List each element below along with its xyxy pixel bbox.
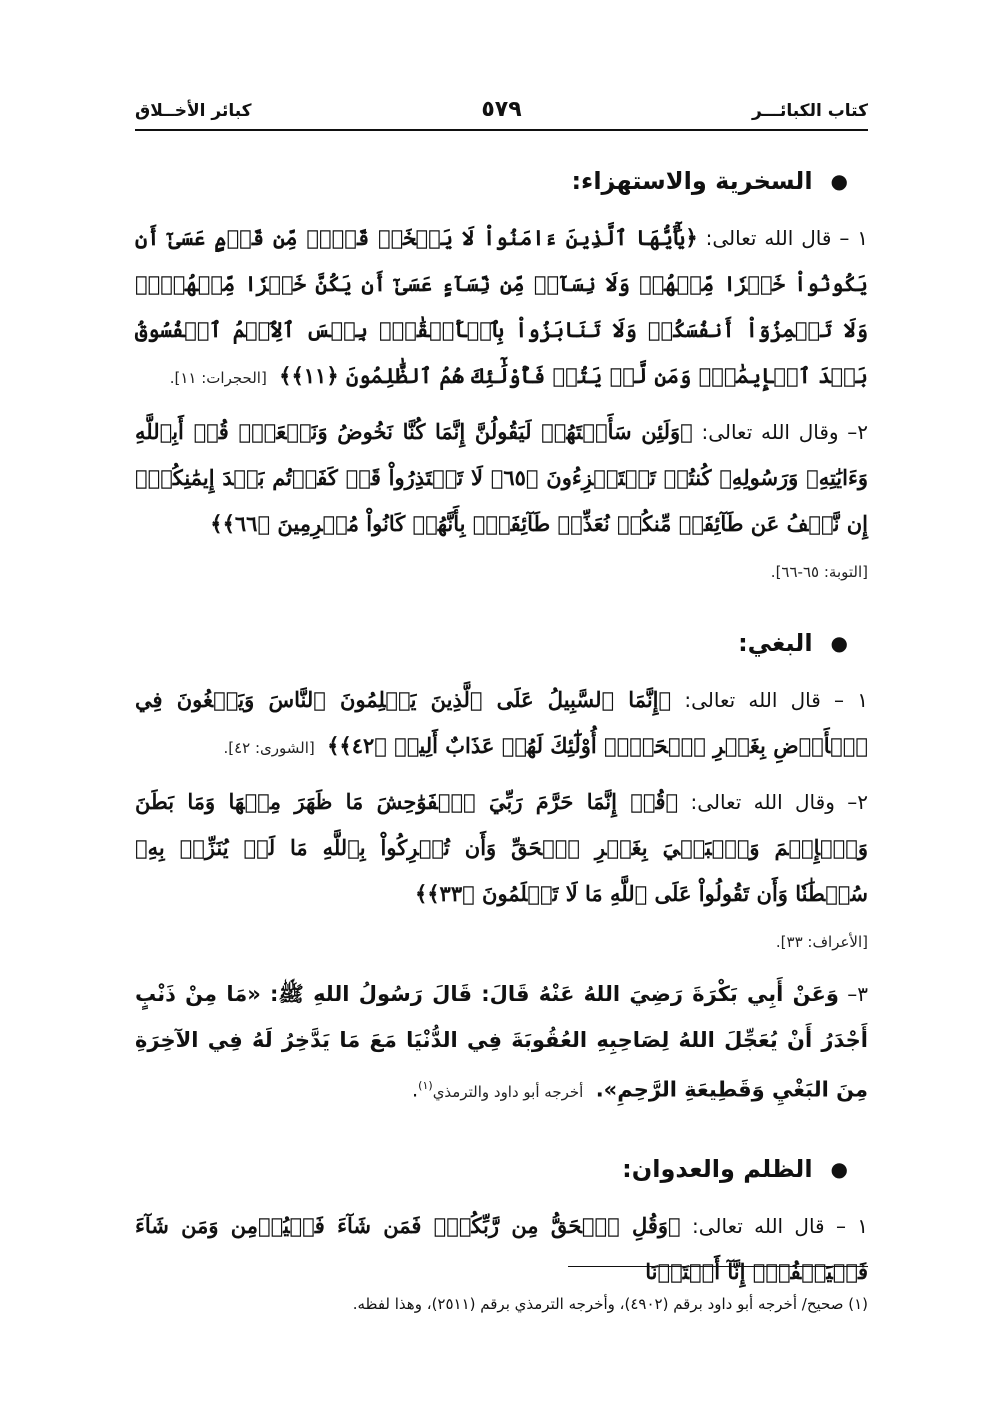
verse-item: ١ – قال الله تعالى: ﴿إِنَّمَا ٱلسَّبِيلُ عَلَى ٱلَّذِينَ يَظۡلِمُونَ ٱلنَّاسَ وَيَبۡغُونَ فِي ٱلۡأَرۡضِ بِغَيۡرِ ٱلۡحَقِّۚ أُوْلَٰٓئِكَ لَهُمۡ عَذَابٌ أَلِيمٞ ﴿٤٢﴾﴾ [الشورى: ٤٢].: [135, 687, 869, 758]
section-title: ● الظلم والعدوان:: [622, 1154, 848, 1183]
verse-reference: [الأعراف: ٣٣].: [775, 933, 868, 951]
page-number: ٥٧٩: [481, 97, 522, 122]
quran-verse: ﴿قُلۡ إِنَّمَا حَرَّمَ رَبِّيَ ٱلۡفَوَٰحِشَ مَا ظَهَرَ مِنۡهَا وَمَا بَطَنَ وَٱلۡإِثۡمَ وَٱلۡبَغۡيَ بِغَيۡرِ ٱلۡحَقِّ وَأَن تُشۡرِكُواْ بِٱللَّهِ مَا لَمۡ يُنَزِّلۡ بِهِۦ سُلۡطَٰنٗا وَأَن تَقُولُواْ عَلَى ٱللَّهِ مَا لَا تَعۡلَمُونَ ﴿٣٣﴾﴾: [135, 789, 868, 906]
quran-verse: ﴿يَٰٓأَيُّهَا ٱلَّذِينَ ءَامَنُواْ لَا يَسۡخَرۡ قَوۡمٞ مِّن قَوۡمٍ عَسَىٰٓ أَن يَكُونُواْ خَيۡرٗا مِّنۡهُمۡ وَلَا نِسَآءٞ مِّن نِّسَآءٍ عَسَىٰٓ أَن يَكُنَّ خَيۡرٗا مِّنۡهُنَّۖ وَلَا تَلۡمِزُوٓاْ أَنفُسَكُمۡ وَلَا تَنَابَزُواْ بِٱلۡأَلۡقَٰبِۖ بِئۡسَ ٱلِٱسۡمُ ٱلۡفُسُوقُ بَعۡدَ ٱلۡإِيمَٰنِۚ وَمَن لَّمۡ يَتُبۡ فَأُوْلَٰٓئِكَ هُمُ ٱلظَّٰلِمُونَ ﴿١١﴾﴾: [135, 225, 868, 388]
bullet-icon: ●: [830, 169, 848, 193]
quran-verse: ﴿إِنَّمَا ٱلسَّبِيلُ عَلَى ٱلَّذِينَ يَظۡلِمُونَ ٱلنَّاسَ وَيَبۡغُونَ فِي ٱلۡأَرۡضِ بِغَيۡرِ ٱلۡحَقِّۚ أُوْلَٰٓئِكَ لَهُمۡ عَذَابٌ أَلِيمٞ ﴿٤٢﴾﴾: [135, 687, 868, 758]
footnote-marker[interactable]: (١): [418, 1079, 433, 1092]
verse-reference: [التوبة: ٦٥-٦٦].: [770, 563, 868, 581]
quran-verse: ﴿وَقُلِ ٱلۡحَقُّ مِن رَّبِّكُمۡۖ فَمَن شَآءَ فَلۡيُؤۡمِن وَمَن شَآءَ فَلۡيَكۡفُرۡۚ إِنَّآ أَعۡتَدۡنَا: [135, 1212, 868, 1284]
bullet-icon: ●: [830, 631, 848, 655]
hadith-source: أخرجه أبو داود والترمذي: [432, 1082, 584, 1101]
book-title: كتاب الكبائـــر: [751, 101, 868, 121]
section-title: ● البغي:: [738, 629, 848, 657]
quran-verse: ﴿وَلَئِن سَأَلۡتَهُمۡ لَيَقُولُنَّ إِنَّمَا كُنَّا نَخُوضُ وَنَلۡعَبُۚ قُلۡ أَبِٱللَّهِ وَءَايَٰتِهِۦ وَرَسُولِهِۦ كُنتُمۡ تَسۡتَهۡزِءُونَ ﴿٦٥﴾ لَا تَعۡتَذِرُواْ قَدۡ كَفَرۡتُم بَعۡدَ إِيمَٰنِكُمۡۚ إِن نَّعۡفُ عَن طَآئِفَةٖ مِّنكُمۡ نُعَذِّبۡ طَآئِفَةَۢ بِأَنَّهُمۡ كَانُواْ مُجۡرِمِينَ ﴿٦٦﴾﴾: [135, 419, 868, 536]
footnote-divider: [568, 1266, 868, 1267]
hadith-text: وَعَنْ أَبِي بَكْرَةَ رَضِيَ اللهُ عَنْهُ قَالَ: قَالَ رَسُولُ اللهِ ﷺ: «مَا مِنْ ذَنْبٍ أَجْدَرُ أَنْ يُعَجِّلَ اللهُ لِصَاحِبِهِ العُقُوبَةَ فِي الدُّنْيَا مَعَ مَا يَدَّخِرُ لَهُ فِي الآخِرَةِ مِنَ البَغْيِ وَقَطِيعَةِ الرَّحِمِ».: [135, 982, 868, 1102]
verse-item: ١ – قال الله تعالى: ﴿يَٰٓأَيُّهَا ٱلَّذِينَ ءَامَنُواْ لَا يَسۡخَرۡ قَوۡمٞ مِّن قَوۡمٍ عَسَىٰٓ أَن يَكُونُواْ خَيۡرٗا مِّنۡهُمۡ وَلَا نِسَآءٞ مِّن نِّسَآءٍ عَسَىٰٓ أَن يَكُنَّ خَيۡرٗا مِّنۡهُنَّۖ وَلَا تَلۡمِزُوٓاْ أَنفُسَكُمۡ وَلَا تَنَابَزُواْ بِٱلۡأَلۡقَٰبِۖ بِئۡسَ ٱلِٱسۡمُ ٱلۡفُسُوقُ بَعۡدَ ٱلۡإِيمَٰنِۚ وَمَن لَّمۡ يَتُبۡ فَأُوْلَٰٓئِكَ هُمُ ٱلظَّٰلِمُونَ ﴿١١﴾﴾ [الحجرات: ١١].: [135, 225, 869, 388]
verse-reference: [الشورى: ٤٢].: [223, 739, 315, 757]
verse-item: ٢– وقال الله تعالى: ﴿قُلۡ إِنَّمَا حَرَّمَ رَبِّيَ ٱلۡفَوَٰحِشَ مَا ظَهَرَ مِنۡهَا وَمَا بَطَنَ وَٱلۡإِثۡمَ وَٱلۡبَغۡيَ بِغَيۡرِ ٱلۡحَقِّ وَأَن تُشۡرِكُواْ بِٱللَّهِ مَا لَمۡ يُنَزِّلۡ بِهِۦ سُلۡطَٰنٗا وَأَن تَقُولُواْ عَلَى ٱللَّهِ مَا لَا تَعۡلَمُونَ ﴿٣٣﴾﴾: [135, 789, 868, 906]
hadith-item: ٣– وَعَنْ أَبِي بَكْرَةَ رَضِيَ اللهُ عَنْهُ قَالَ: قَالَ رَسُولُ اللهِ ﷺ: «مَا مِنْ ذَنْبٍ أَجْدَرُ أَنْ يُعَجِّلَ اللهُ لِصَاحِبِهِ العُقُوبَةَ فِي الدُّنْيَا مَعَ مَا يَدَّخِرُ لَهُ فِي الآخِرَةِ مِنَ البَغْيِ وَقَطِيعَةِ الرَّحِمِ». أخرجه أبو داود والترمذي$^{(١)}$.: [135, 982, 868, 1102]
verse-item: ١ – قال الله تعالى: ﴿وَقُلِ ٱلۡحَقُّ مِن رَّبِّكُمۡۖ فَمَن شَآءَ فَلۡيُؤۡمِن وَمَن شَآءَ فَلۡيَكۡفُرۡۚ إِنَّآ أَعۡتَدۡنَا: [135, 1212, 869, 1284]
bullet-icon: ●: [830, 1156, 848, 1181]
chapter-title: كبائر الأخــلاق: [135, 101, 252, 121]
section-title: ● السخرية والاستهزاء:: [571, 167, 848, 195]
book-page: [135, 95, 868, 1377]
footnote: (١) صحيح/ أخرجه أبو داود برقم (٤٩٠٢)، وأخرجه الترمذي برقم (٢٥١١)، وهذا لفظه.: [352, 1295, 868, 1313]
verse-item: ٢– وقال الله تعالى: ﴿وَلَئِن سَأَلۡتَهُمۡ لَيَقُولُنَّ إِنَّمَا كُنَّا نَخُوضُ وَنَلۡعَبُۚ قُلۡ أَبِٱللَّهِ وَءَايَٰتِهِۦ وَرَسُولِهِۦ كُنتُمۡ تَسۡتَهۡزِءُونَ ﴿٦٥﴾ لَا تَعۡتَذِرُواْ قَدۡ كَفَرۡتُم بَعۡدَ إِيمَٰنِكُمۡۚ إِن نَّعۡفُ عَن طَآئِفَةٖ مِّنكُمۡ نُعَذِّبۡ طَآئِفَةَۢ بِأَنَّهُمۡ كَانُواْ مُجۡرِمِينَ ﴿٦٦﴾﴾: [135, 419, 869, 536]
page-header: [135, 95, 868, 131]
verse-reference: [الحجرات: ١١].: [169, 369, 267, 387]
